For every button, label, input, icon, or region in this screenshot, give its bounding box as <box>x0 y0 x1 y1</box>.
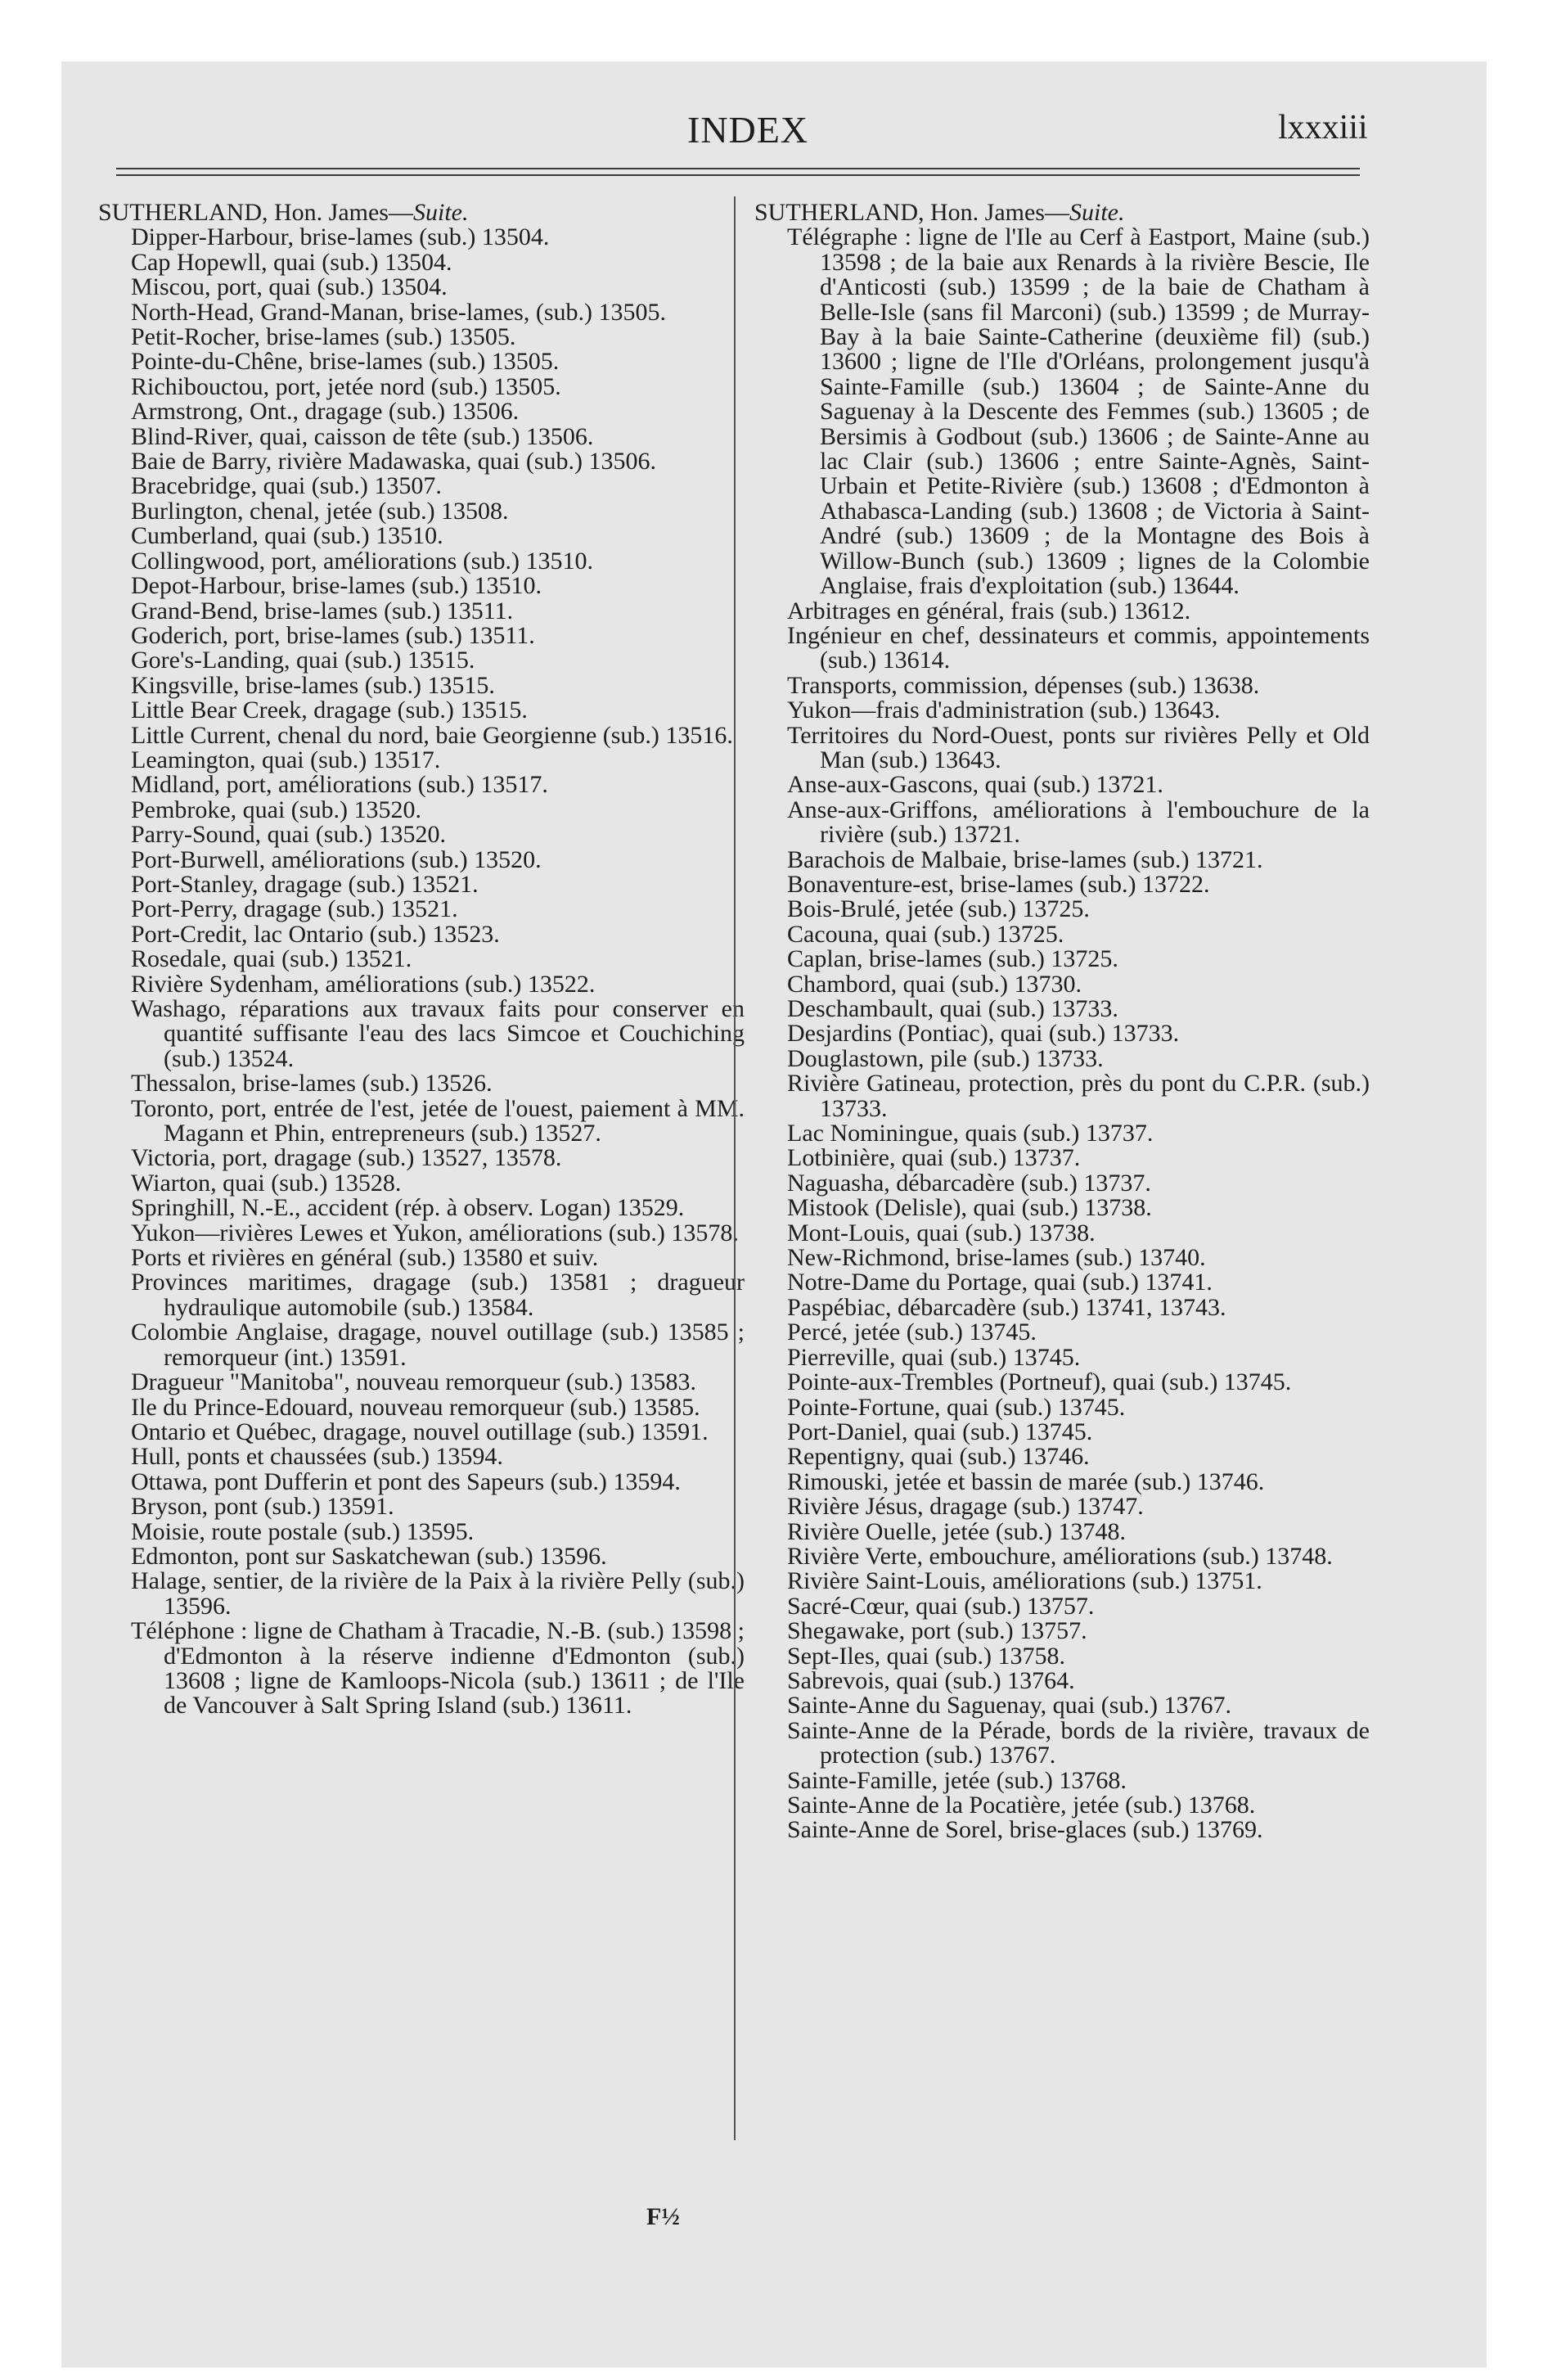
index-entry: Miscou, port, quai (sub.) 13504. <box>131 273 448 301</box>
index-entry: Port-Daniel, quai (sub.) 13745. <box>787 1418 1093 1445</box>
heading-suite: Suite. <box>1069 199 1125 226</box>
index-entry: Gore's-Landing, quai (sub.) 13515. <box>131 647 475 674</box>
index-entry: Sainte-Famille, jetée (sub.) 13768. <box>787 1766 1127 1794</box>
index-entry: Washago, réparations aux travaux faits pour conserver en quantité suffisante l'eau des lacs Simcoe et Couchiching (sub.) 13524. <box>131 995 745 1072</box>
index-entry: Deschambault, quai (sub.) 13733. <box>787 995 1118 1022</box>
heading-name: SUTHERLAND, Hon. James— <box>98 199 413 226</box>
index-entry: Ports et rivières en général (sub.) 13580 et suiv. <box>131 1244 599 1272</box>
index-entry: Cumberland, quai (sub.) 13510. <box>131 522 443 550</box>
index-entry: Sept-Iles, quai (sub.) 13758. <box>787 1642 1065 1670</box>
index-entry: Rimouski, jetée et bassin de marée (sub.) 13746. <box>787 1467 1265 1495</box>
index-entry: Sabrevois, quai (sub.) 13764. <box>787 1666 1075 1694</box>
index-entry: Edmonton, pont sur Saskatchewan (sub.) 13596. <box>131 1542 607 1570</box>
left-column-heading <box>98 201 745 225</box>
index-entry: Pierreville, quai (sub.) 13745. <box>787 1343 1081 1371</box>
index-entry: Anse-aux-Gascons, quai (sub.) 13721. <box>787 771 1163 799</box>
index-entry: Arbitrages en général, frais (sub.) 13612. <box>787 597 1191 624</box>
index-entry: Rosedale, quai (sub.) 13521. <box>131 945 412 973</box>
index-entry: Depot-Harbour, brise-lames (sub.) 13510. <box>131 572 542 600</box>
index-entry: Rivière Saint-Louis, améliorations (sub.) 13751. <box>787 1567 1262 1595</box>
index-entry: Baie de Barry, rivière Madawaska, quai (sub.) 13506. <box>131 448 657 476</box>
index-entry: Paspébiac, débarcadère (sub.) 13741, 13743. <box>787 1293 1226 1321</box>
index-entry: Sainte-Anne du Saguenay, quai (sub.) 13767. <box>787 1692 1231 1720</box>
index-entry: Naguasha, débarcadère (sub.) 13737. <box>787 1169 1151 1197</box>
index-entry: Leamington, quai (sub.) 13517. <box>131 746 441 773</box>
index-entry: Téléphone : ligne de Chatham à Tracadie, N.-B. (sub.) 13598 ; d'Edmonton à la réserve indienne d'Edmonton (sub.) 13608 ; ligne de Kamloops-Nicola (sub.) 13611 ; de l'Ile de Vancouver à Salt Spring Island (sub.) 13611. <box>131 1617 745 1720</box>
index-entry: Thessalon, brise-lames (sub.) 13526. <box>131 1070 493 1098</box>
index-entry: Little Bear Creek, dragage (sub.) 13515. <box>131 696 528 724</box>
index-entry: Transports, commission, dépenses (sub.) 13638. <box>787 671 1260 699</box>
header-rule-bottom <box>116 174 1360 176</box>
index-entry: Bois-Brulé, jetée (sub.) 13725. <box>787 895 1090 923</box>
index-entry: Pointe-du-Chêne, brise-lames (sub.) 13505. <box>131 348 560 376</box>
index-entry: Petit-Rocher, brise-lames (sub.) 13505. <box>131 323 516 351</box>
index-entry: Collingwood, port, améliorations (sub.) 13510. <box>131 547 593 575</box>
index-entry: Ontario et Québec, dragage, nouvel outillage (sub.) 13591. <box>131 1418 709 1445</box>
right-column-heading <box>754 201 1370 225</box>
index-entry: Télégraphe : ligne de l'Ile au Cerf à Eastport, Maine (sub.) 13598 ; de la baie aux Renards à la rivière Bescie, Ile d'Anticosti (sub.) 13599 ; de la baie de Chatham à Belle-Isle (sans fil Marconi) (sub.) 13599 ; de Murray-Bay à la baie Sainte-Catherine (deuxième fil) (sub.) 13600 ; ligne de l'Ile d'Orléans, prolongement jusqu'à Sainte-Famille (sub.) 13604 ; de Sainte-Anne du Saguenay à la Descente des Femmes (sub.) 13605 ; de Bersimis à Godbout (sub.) 13606 ; de Sainte-Anne au lac Clair (sub.) 13606 ; entre Sainte-Agnès, Saint-Urbain et Petite-Rivière (sub.) 13608 ; d'Edmonton à Athabasca-Landing (sub.) 13608 ; de Victoria à Saint-André (sub.) 13609 ; de la Montagne des Bois à Willow-Bunch (sub.) 13609 ; lignes de la Colombie Anglaise, frais d'exploitation (sub.) 13644. <box>787 223 1370 600</box>
index-entry: Goderich, port, brise-lames (sub.) 13511. <box>131 621 535 649</box>
heading-suite: Suite. <box>412 199 469 226</box>
index-entry: Toronto, port, entrée de l'est, jetée de l'ouest, paiement à MM. Magann et Phin, entrepreneurs (sub.) 13527. <box>131 1094 745 1147</box>
column-divider <box>734 196 736 2140</box>
index-entry: Shegawake, port (sub.) 13757. <box>787 1617 1087 1645</box>
index-entry: Pointe-aux-Trembles (Portneuf), quai (sub.) 13745. <box>787 1368 1292 1396</box>
index-entry: Ile du Prince-Edouard, nouveau remorqueur (sub.) 13585. <box>131 1393 700 1421</box>
index-entry: Chambord, quai (sub.) 13730. <box>787 970 1082 998</box>
index-entry: New-Richmond, brise-lames (sub.) 13740. <box>787 1244 1206 1272</box>
index-entry: Rivière Gatineau, protection, près du pont du C.P.R. (sub.) 13733. <box>787 1070 1370 1122</box>
index-entry: Pointe-Fortune, quai (sub.) 13745. <box>787 1393 1126 1421</box>
index-entry: Rivière Sydenham, améliorations (sub.) 13522. <box>131 970 596 998</box>
index-entry: Wiarton, quai (sub.) 13528. <box>131 1169 402 1197</box>
index-entry: Grand-Bend, brise-lames (sub.) 13511. <box>131 597 514 624</box>
index-entry: Cap Hopewll, quai (sub.) 13504. <box>131 248 452 276</box>
index-entry: Midland, port, améliorations (sub.) 13517. <box>131 771 548 799</box>
index-entry: Rivière Jésus, dragage (sub.) 13747. <box>787 1493 1144 1521</box>
page-number: lxxxiii <box>1278 109 1368 146</box>
index-entry: Halage, sentier, de la rivière de la Paix à la rivière Pelly (sub.) 13596. <box>131 1567 745 1620</box>
index-entry: Mont-Louis, quai (sub.) 13738. <box>787 1219 1096 1246</box>
signature-mark: F½ <box>646 2203 680 2230</box>
heading-name: SUTHERLAND, Hon. James— <box>754 199 1069 226</box>
running-title: INDEX <box>687 109 809 151</box>
index-entry: Pembroke, quai (sub.) 13520. <box>131 796 421 823</box>
right-column <box>754 201 1370 1843</box>
header-rule-top <box>116 168 1360 169</box>
index-entry: Dragueur "Manitoba", nouveau remorqueur (sub.) 13583. <box>131 1368 696 1396</box>
index-entry: Yukon—rivières Lewes et Yukon, améliorations (sub.) 13578. <box>131 1219 739 1246</box>
index-entry: Territoires du Nord-Ouest, ponts sur rivières Pelly et Old Man (sub.) 13643. <box>787 721 1370 773</box>
index-entry: Port-Perry, dragage (sub.) 13521. <box>131 895 458 923</box>
index-entry: Dipper-Harbour, brise-lames (sub.) 13504. <box>131 223 550 251</box>
index-entry: Little Current, chenal du nord, baie Georgienne (sub.) 13516. <box>131 721 733 749</box>
index-entry: Desjardins (Pontiac), quai (sub.) 13733. <box>787 1020 1180 1048</box>
index-entry: Bracebridge, quai (sub.) 13507. <box>131 472 442 500</box>
index-entry: Bonaventure-est, brise-lames (sub.) 13722. <box>787 870 1210 898</box>
right-entry-list <box>754 225 1370 1842</box>
index-entry: Sacré-Cœur, quai (sub.) 13757. <box>787 1592 1095 1620</box>
index-entry: Cacouna, quai (sub.) 13725. <box>787 920 1064 948</box>
index-entry: Yukon—frais d'administration (sub.) 13643. <box>787 696 1221 724</box>
index-entry: Lotbinière, quai (sub.) 13737. <box>787 1144 1081 1172</box>
index-entry: Repentigny, quai (sub.) 13746. <box>787 1443 1090 1471</box>
index-entry: Port-Stanley, dragage (sub.) 13521. <box>131 870 479 898</box>
index-entry: Sainte-Anne de Sorel, brise-glaces (sub.) 13769. <box>787 1816 1263 1844</box>
index-entry: Port-Credit, lac Ontario (sub.) 13523. <box>131 920 500 948</box>
index-entry: Kingsville, brise-lames (sub.) 13515. <box>131 671 495 699</box>
index-entry: Armstrong, Ont., dragage (sub.) 13506. <box>131 398 520 426</box>
index-entry: Port-Burwell, améliorations (sub.) 13520. <box>131 845 542 873</box>
index-entry: Colombie Anglaise, dragage, nouvel outillage (sub.) 13585 ; remorqueur (int.) 13591. <box>131 1318 745 1371</box>
index-entry: Moisie, route postale (sub.) 13595. <box>131 1517 475 1545</box>
left-column <box>98 201 745 1719</box>
index-entry: Caplan, brise-lames (sub.) 13725. <box>787 945 1118 973</box>
index-entry: Notre-Dame du Portage, quai (sub.) 13741. <box>787 1269 1213 1296</box>
index-entry: Ingénieur en chef, dessinateurs et commis, appointements (sub.) 13614. <box>787 621 1370 674</box>
index-entry: Barachois de Malbaie, brise-lames (sub.) 13721. <box>787 845 1263 873</box>
index-entry: Sainte-Anne de la Pocatière, jetée (sub.) 13768. <box>787 1792 1256 1819</box>
index-entry: Hull, ponts et chaussées (sub.) 13594. <box>131 1443 503 1471</box>
index-entry: Bryson, pont (sub.) 13591. <box>131 1493 394 1521</box>
index-entry: Anse-aux-Griffons, améliorations à l'embouchure de la rivière (sub.) 13721. <box>787 796 1370 849</box>
index-entry: North-Head, Grand-Manan, brise-lames, (sub.) 13505. <box>131 298 666 326</box>
left-entry-list <box>98 225 745 1718</box>
index-entry: Blind-River, quai, caisson de tête (sub.) 13506. <box>131 422 594 450</box>
index-entry: Burlington, chenal, jetée (sub.) 13508. <box>131 497 509 525</box>
index-entry: Rivière Verte, embouchure, améliorations (sub.) 13748. <box>787 1542 1333 1570</box>
index-entry: Parry-Sound, quai (sub.) 13520. <box>131 821 446 849</box>
index-entry: Douglastown, pile (sub.) 13733. <box>787 1044 1104 1072</box>
index-entry: Sainte-Anne de la Pérade, bords de la rivière, travaux de protection (sub.) 13767. <box>787 1716 1370 1769</box>
index-entry: Richibouctou, port, jetée nord (sub.) 13505. <box>131 372 561 400</box>
index-entry: Provinces maritimes, dragage (sub.) 13581 ; dragueur hydraulique automobile (sub.) 13584. <box>131 1269 745 1321</box>
index-entry: Percé, jetée (sub.) 13745. <box>787 1318 1037 1346</box>
index-entry: Springhill, N.-E., accident (rép. à observ. Logan) 13529. <box>131 1194 685 1222</box>
index-entry: Victoria, port, dragage (sub.) 13527, 13578. <box>131 1144 562 1172</box>
index-entry: Ottawa, pont Dufferin et pont des Sapeurs (sub.) 13594. <box>131 1467 681 1495</box>
index-entry: Rivière Ouelle, jetée (sub.) 13748. <box>787 1517 1127 1545</box>
index-entry: Mistook (Delisle), quai (sub.) 13738. <box>787 1194 1152 1222</box>
index-entry: Lac Nominingue, quais (sub.) 13737. <box>787 1120 1154 1147</box>
